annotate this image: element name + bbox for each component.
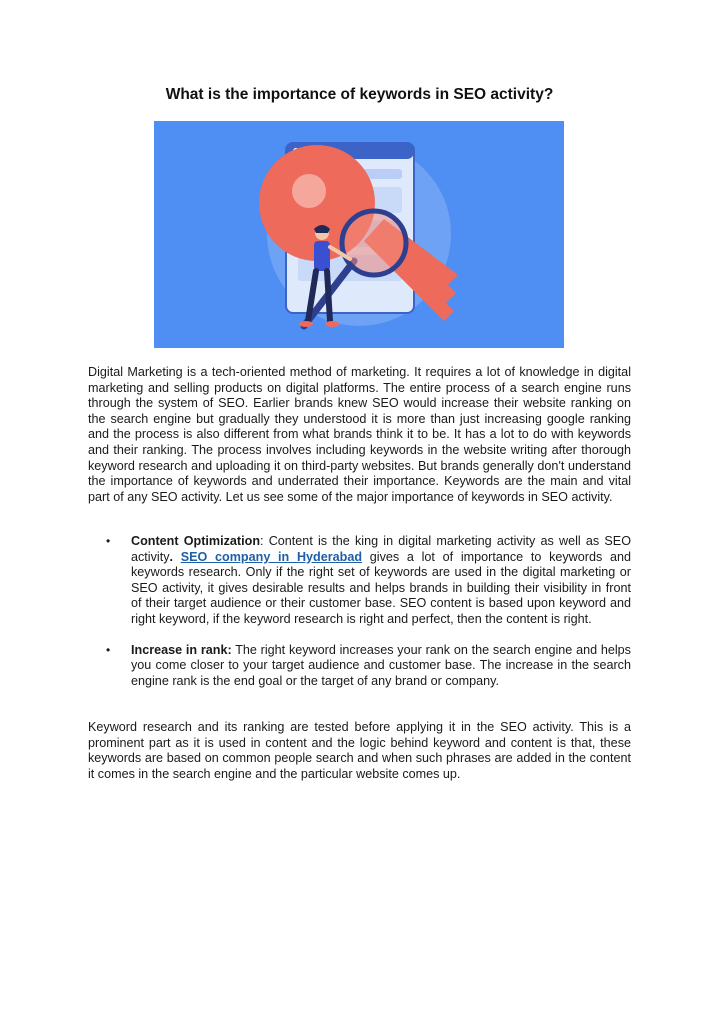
list-item (88, 643, 631, 690)
bullet-text: gives a lot of importance to keywords and keywords research. Only if the right set of keywords are used in the digital marketing or SEO activity, it gives desirable results and helps brands in building their visibility in front of their target audience or their customer base. SEO content is based upon keyword and right keyword, if the keyword research is right and perfect, then the content is right. (131, 549, 631, 626)
bullet-punct: . (169, 549, 181, 564)
bullet-text: : Content is the king in digital marketing activity as well as SEO activity (131, 534, 631, 564)
bullet-heading: Content Optimization (131, 534, 261, 548)
closing-paragraph: Keyword research and its ranking are tested before applying it in the SEO activity. This is a prominent part as it is used in content and the logic behind keyword and content is that, these keywords are based on common people search and when such phrases are added in the content it comes in the search engine and the particular website comes up. (88, 720, 631, 781)
bullet-marker: • (106, 642, 111, 657)
page-title: What is the importance of keywords in SEO activity? (165, 86, 554, 103)
seo-company-link[interactable]: SEO company in Hyderabad (180, 549, 363, 564)
importance-list (88, 534, 631, 689)
bullet-text: The right keyword increases your rank on the search engine and helps you come closer to your target audience and customer base. The increase in the search engine rank is the end goal or the target of any brand or company. (131, 642, 631, 688)
intro-paragraph: Digital Marketing is a tech-oriented method of marketing. It requires a lot of knowledge in digital marketing and selling products on digital platforms. The entire process of a search engine runs through the system of SEO. Earlier brands knew SEO would increase their website ranking on the search engine but gradually they understood it is more than just increasing google ranking and the process is also different from what brands think it to be. It has a lot to do with keywords and their ranking. The process involves including keywords in the website writing after thorough keyword research and uploading it on third-party websites. But brands generally don't understand the importance of keywords and underrated their importance. Keywords are the main and vital part of any SEO activity. Let us see some of the major importance of keywords in SEO activity. (88, 365, 631, 504)
list-item (88, 534, 631, 628)
bullet-marker: • (106, 534, 111, 548)
hero-illustration (154, 121, 564, 348)
bullet-heading: Increase in rank: (131, 642, 232, 657)
